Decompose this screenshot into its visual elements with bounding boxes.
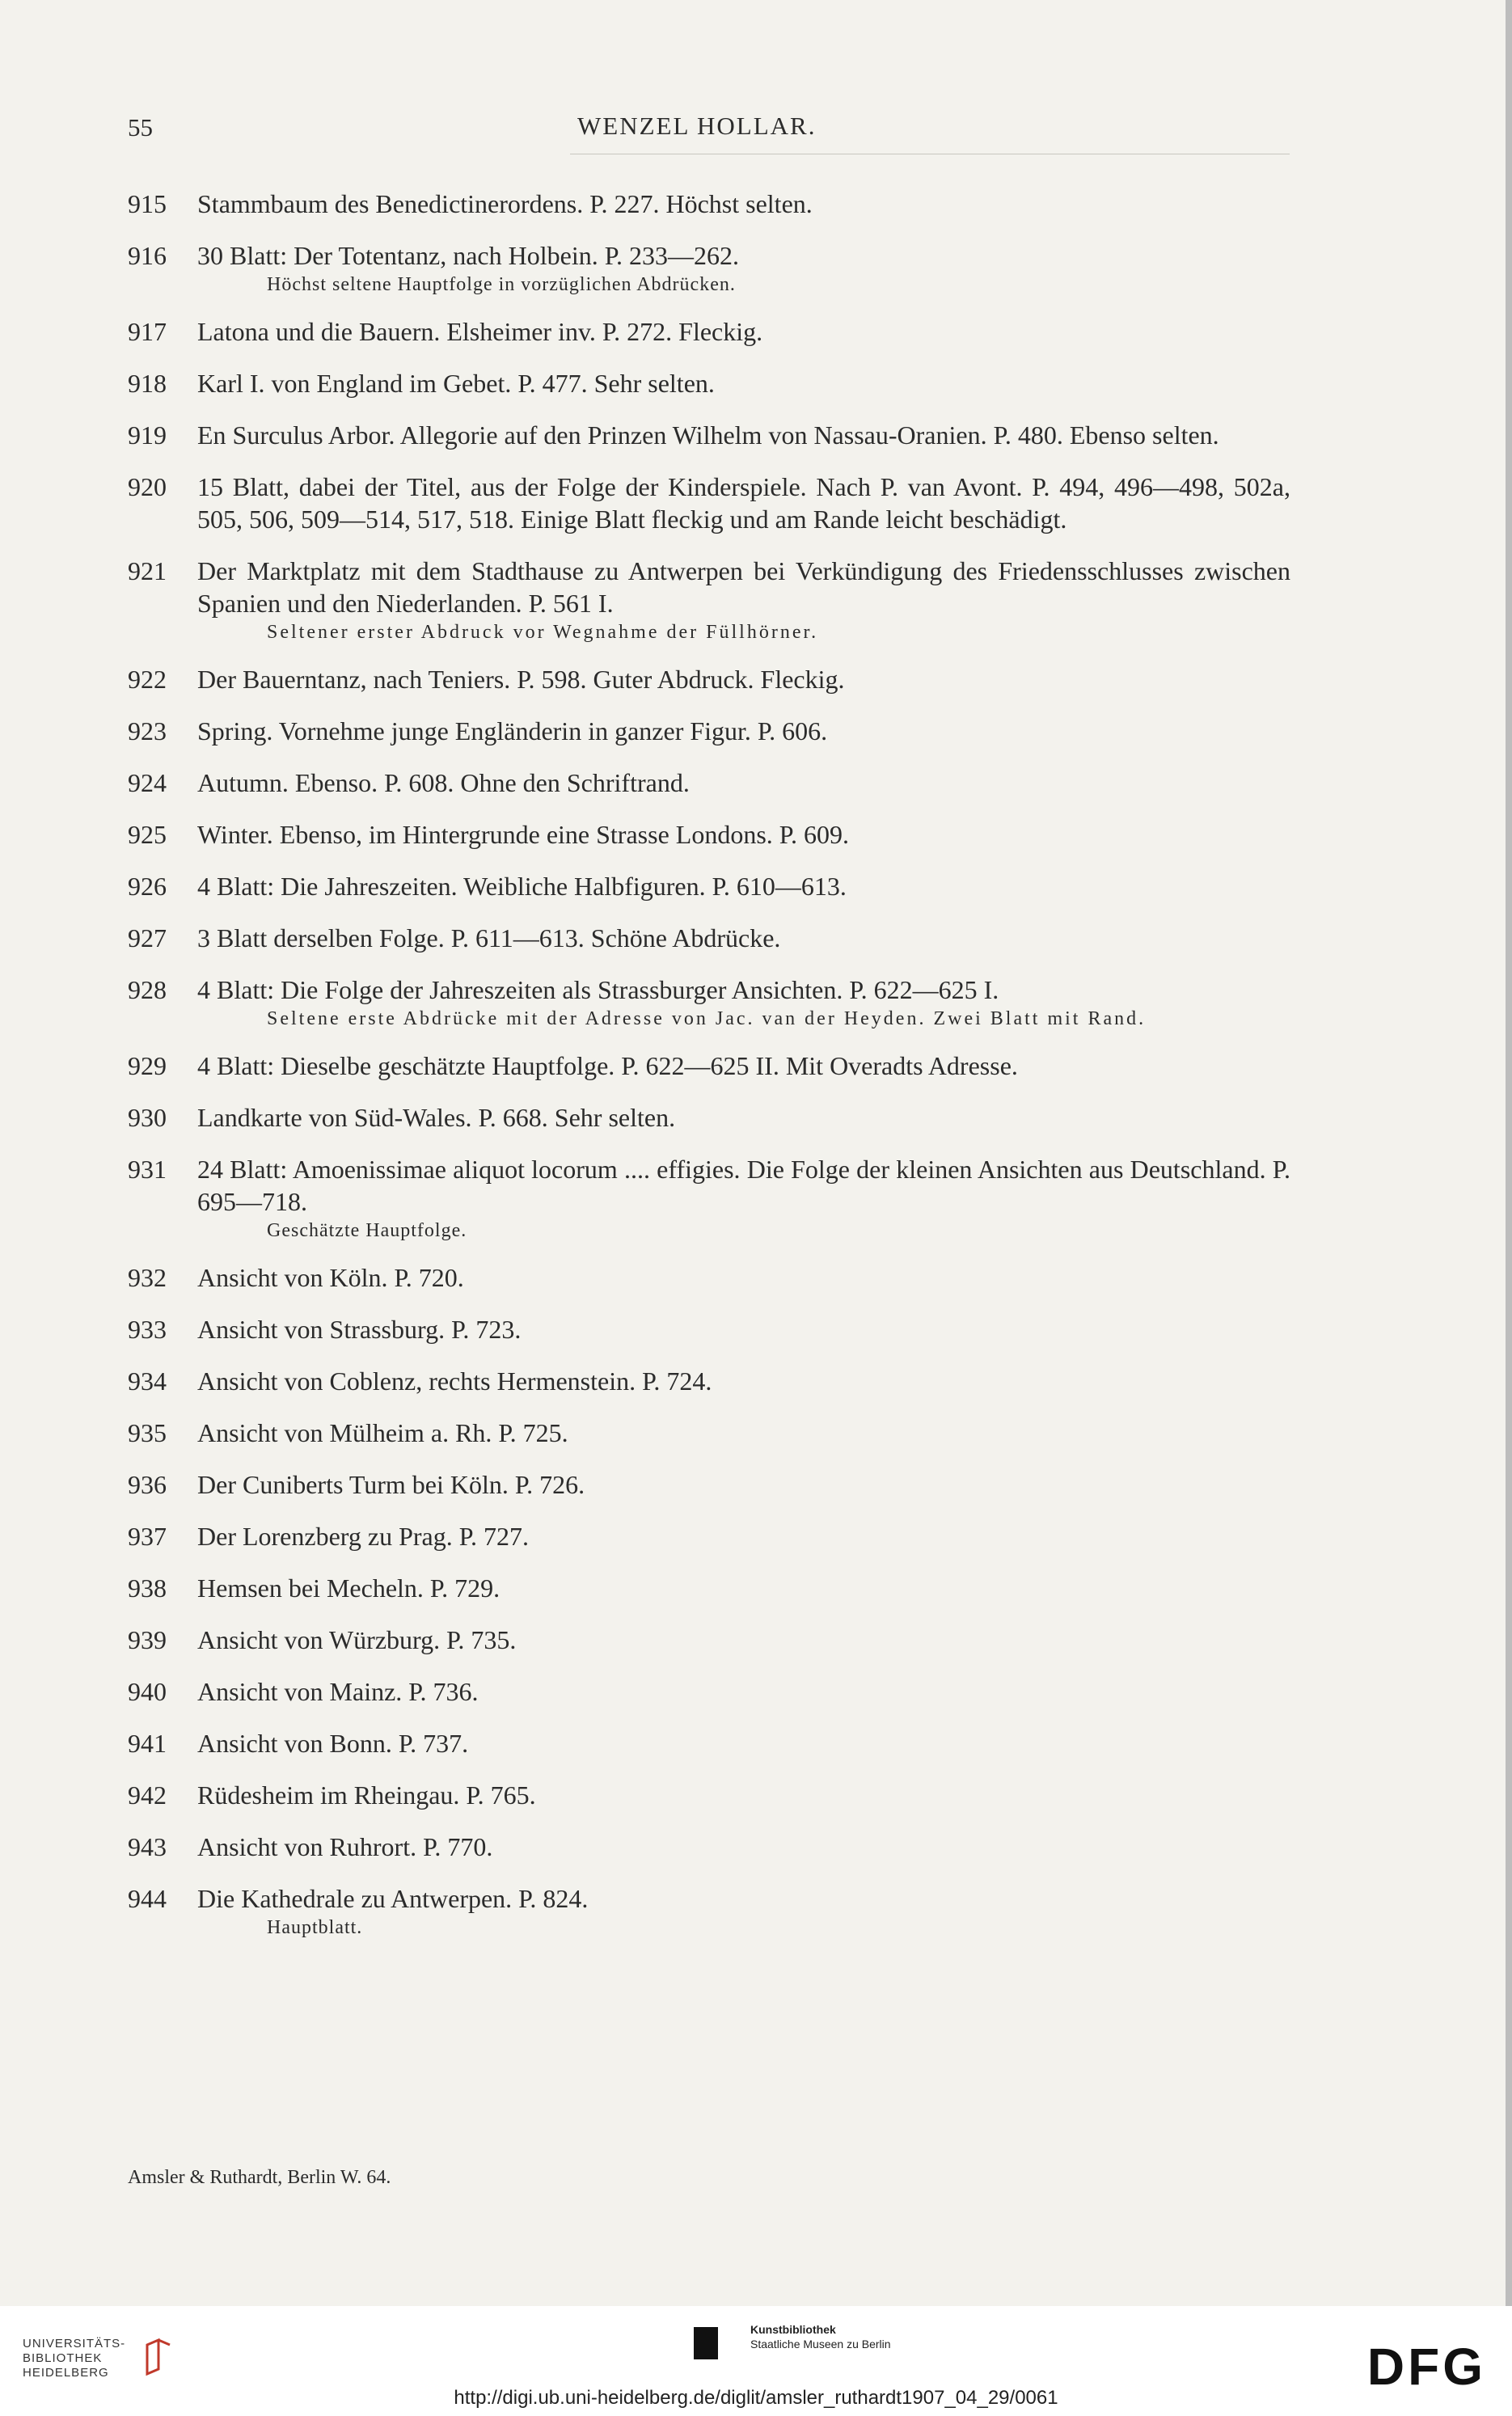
- entry-text: Karl I. von England im Gebet. P. 477. Sehr selten.: [197, 369, 715, 398]
- publisher-footer: Amsler & Ruthardt, Berlin W. 64.: [128, 2167, 391, 2188]
- entry-text: Autumn. Ebenso. P. 608. Ohne den Schriftrand.: [197, 768, 690, 797]
- entry-text: Ansicht von Würzburg. P. 735.: [197, 1625, 517, 1654]
- entry-text: Ansicht von Köln. P. 720.: [197, 1263, 464, 1292]
- catalogue-entry: [0, 1365, 1506, 1397]
- catalogue-entry: [0, 471, 1506, 535]
- catalogue-entry: [0, 1313, 1506, 1345]
- entry-number: 928: [128, 975, 167, 1004]
- page-header: [0, 112, 1506, 144]
- catalogue-entry: [0, 555, 1506, 645]
- ub-logo-icon: [144, 2337, 173, 2377]
- entry-text: Winter. Ebenso, im Hintergrunde eine Strasse Londons. P. 609.: [197, 820, 850, 849]
- entry-number: 926: [128, 872, 167, 901]
- catalogue-entry: [0, 767, 1506, 799]
- running-title: WENZEL HOLLAR.: [577, 112, 817, 140]
- entry-number: 922: [128, 665, 167, 694]
- entry-number: 941: [128, 1729, 167, 1758]
- entry-text: Hemsen bei Mecheln. P. 729.: [197, 1573, 500, 1603]
- catalogue-entry: [0, 715, 1506, 747]
- entry-text: Ansicht von Mülheim a. Rh. P. 725.: [197, 1418, 568, 1447]
- uni-line-3: HEIDELBERG: [23, 2366, 109, 2380]
- entry-text: Der Marktplatz mit dem Stadthause zu Antwerpen bei Verkündigung des Friedensschlusses zwischen Spanien und den Niederlanden. P. 561 I.: [197, 556, 1290, 618]
- entry-number: 943: [128, 1832, 167, 1861]
- catalogue-entry: [0, 367, 1506, 399]
- entry-number: 917: [128, 317, 167, 346]
- entry-text: Spring. Vornehme junge Engländerin in ganzer Figur. P. 606.: [197, 716, 828, 745]
- entry-number: 924: [128, 768, 167, 797]
- catalogue-entry: [0, 1520, 1506, 1552]
- catalogue-entry: [0, 1417, 1506, 1449]
- catalogue-entry: [0, 1831, 1506, 1863]
- entry-text: Der Lorenzberg zu Prag. P. 727.: [197, 1522, 529, 1551]
- entry-text: Ansicht von Bonn. P. 737.: [197, 1729, 469, 1758]
- kb-title: Kunstbibliothek: [750, 2323, 836, 2336]
- dfg-logo[interactable]: DFG: [1366, 2338, 1486, 2396]
- entry-text: En Surculus Arbor. Allegorie auf den Prinzen Wilhelm von Nassau-Oranien. P. 480. Ebenso selten.: [197, 420, 1219, 450]
- entry-number: 921: [128, 556, 167, 585]
- entry-text: Ansicht von Coblenz, rechts Hermenstein. P. 724.: [197, 1366, 712, 1396]
- entry-note: Geschätzte Hauptfolge.: [267, 1220, 467, 1241]
- catalogue-entry: [0, 188, 1506, 220]
- kb-subtitle: Staatliche Museen zu Berlin: [750, 2338, 891, 2351]
- entry-number: 925: [128, 820, 167, 849]
- entry-text: Der Bauerntanz, nach Teniers. P. 598. Guter Abdruck. Fleckig.: [197, 665, 845, 694]
- entry-text: 4 Blatt: Dieselbe geschätzte Hauptfolge. P. 622—625 II. Mit Overadts Adresse.: [197, 1051, 1018, 1080]
- page-url[interactable]: http://digi.ub.uni-heidelberg.de/diglit/amsler_ruthardt1907_04_29/0061: [454, 2387, 1058, 2409]
- entry-number: 927: [128, 923, 167, 952]
- entry-text: 4 Blatt: Die Jahreszeiten. Weibliche Halbfiguren. P. 610—613.: [197, 872, 847, 901]
- catalogue-entry: [0, 663, 1506, 695]
- catalogue-entry: [0, 315, 1506, 348]
- entry-number: 919: [128, 420, 167, 450]
- entry-number: 942: [128, 1780, 167, 1810]
- entry-number: 929: [128, 1051, 167, 1080]
- entry-text: Ansicht von Strassburg. P. 723.: [197, 1315, 522, 1344]
- entry-text: Latona und die Bauern. Elsheimer inv. P. 272. Fleckig.: [197, 317, 763, 346]
- entry-note: Höchst seltene Hauptfolge in vorzüglichen Abdrücken.: [267, 274, 736, 295]
- entry-number: 932: [128, 1263, 167, 1292]
- entry-text: Die Kathedrale zu Antwerpen. P. 824.: [197, 1884, 589, 1913]
- entry-number: 939: [128, 1625, 167, 1654]
- ub-heidelberg-logo[interactable]: [23, 2337, 125, 2380]
- entry-text: Stammbaum des Benedictinerordens. P. 227. Höchst selten.: [197, 189, 813, 218]
- catalogue-entry: [0, 1468, 1506, 1501]
- catalogue-entry: [0, 419, 1506, 451]
- entry-number: 915: [128, 189, 167, 218]
- catalogue-entry: [0, 1572, 1506, 1604]
- catalogue-entry: [0, 1101, 1506, 1134]
- catalogue-entry: [0, 1050, 1506, 1082]
- entry-text: 15 Blatt, dabei der Titel, aus der Folge der Kinderspiele. Nach P. van Avont. P. 494, 496—498, 502a, 505, 506, 509—514, 517, 518. Einige Blatt fleckig und am Rande leicht beschädigt.: [197, 472, 1290, 534]
- entry-number: 940: [128, 1677, 167, 1706]
- entry-text: 30 Blatt: Der Totentanz, nach Holbein. P. 233—262.: [197, 241, 739, 270]
- entry-number: 916: [128, 241, 167, 270]
- entry-text: 3 Blatt derselben Folge. P. 611—613. Schöne Abdrücke.: [197, 923, 781, 952]
- entry-number: 944: [128, 1884, 167, 1913]
- entry-text: Ansicht von Ruhrort. P. 770.: [197, 1832, 493, 1861]
- entry-text: Der Cuniberts Turm bei Köln. P. 726.: [197, 1470, 585, 1499]
- entry-number: 930: [128, 1103, 167, 1132]
- catalogue-entry: [0, 922, 1506, 954]
- catalogue-entry: [0, 870, 1506, 902]
- catalogue-entry: [0, 1153, 1506, 1244]
- page-number: 55: [128, 113, 153, 141]
- entry-number: 938: [128, 1573, 167, 1603]
- entry-number: 937: [128, 1522, 167, 1551]
- entry-number: 931: [128, 1155, 167, 1184]
- catalogue-entry: [0, 239, 1506, 298]
- catalogue-entry: [0, 1624, 1506, 1656]
- entry-text: 24 Blatt: Amoenissimae aliquot locorum .... effigies. Die Folge der kleinen Ansichten aus Deutschland. P. 695—718.: [197, 1155, 1290, 1216]
- entry-note: Seltene erste Abdrücke mit der Adresse von Jac. van der Heyden. Zwei Blatt mit Rand.: [267, 1008, 1147, 1029]
- entry-text: Ansicht von Mainz. P. 736.: [197, 1677, 479, 1706]
- uni-line-2: BIBLIOTHEK: [23, 2351, 103, 2365]
- catalogue-entry: [0, 1779, 1506, 1811]
- entry-text: Landkarte von Süd-Wales. P. 668. Sehr selten.: [197, 1103, 676, 1132]
- entry-number: 936: [128, 1470, 167, 1499]
- entry-text: Rüdesheim im Rheingau. P. 765.: [197, 1780, 536, 1810]
- kunstbibliothek-logo[interactable]: [694, 2322, 891, 2351]
- entry-number: 934: [128, 1366, 167, 1396]
- entry-text: 4 Blatt: Die Folge der Jahreszeiten als Strassburger Ansichten. P. 622—625 I.: [197, 975, 999, 1004]
- catalogue-entry: [0, 1882, 1506, 1941]
- entry-number: 920: [128, 472, 167, 501]
- viewer-bottom-bar: [0, 2306, 1512, 2416]
- entry-note: Hauptblatt.: [267, 1917, 363, 1938]
- entry-note: Seltener erster Abdruck vor Wegnahme der Füllhörner.: [267, 622, 819, 643]
- entry-number: 935: [128, 1418, 167, 1447]
- catalogue-entry: [0, 818, 1506, 851]
- entry-number: 923: [128, 716, 167, 745]
- catalogue-entry: [0, 974, 1506, 1032]
- entry-number: 918: [128, 369, 167, 398]
- entry-number: 933: [128, 1315, 167, 1344]
- uni-line-1: UNIVERSITÄTS-: [23, 2337, 126, 2351]
- catalogue-entry: [0, 1261, 1506, 1294]
- kunstbibliothek-icon: [694, 2327, 718, 2359]
- catalogue-entries: [0, 188, 1506, 1958]
- catalogue-entry: [0, 1675, 1506, 1708]
- catalogue-entry: [0, 1727, 1506, 1759]
